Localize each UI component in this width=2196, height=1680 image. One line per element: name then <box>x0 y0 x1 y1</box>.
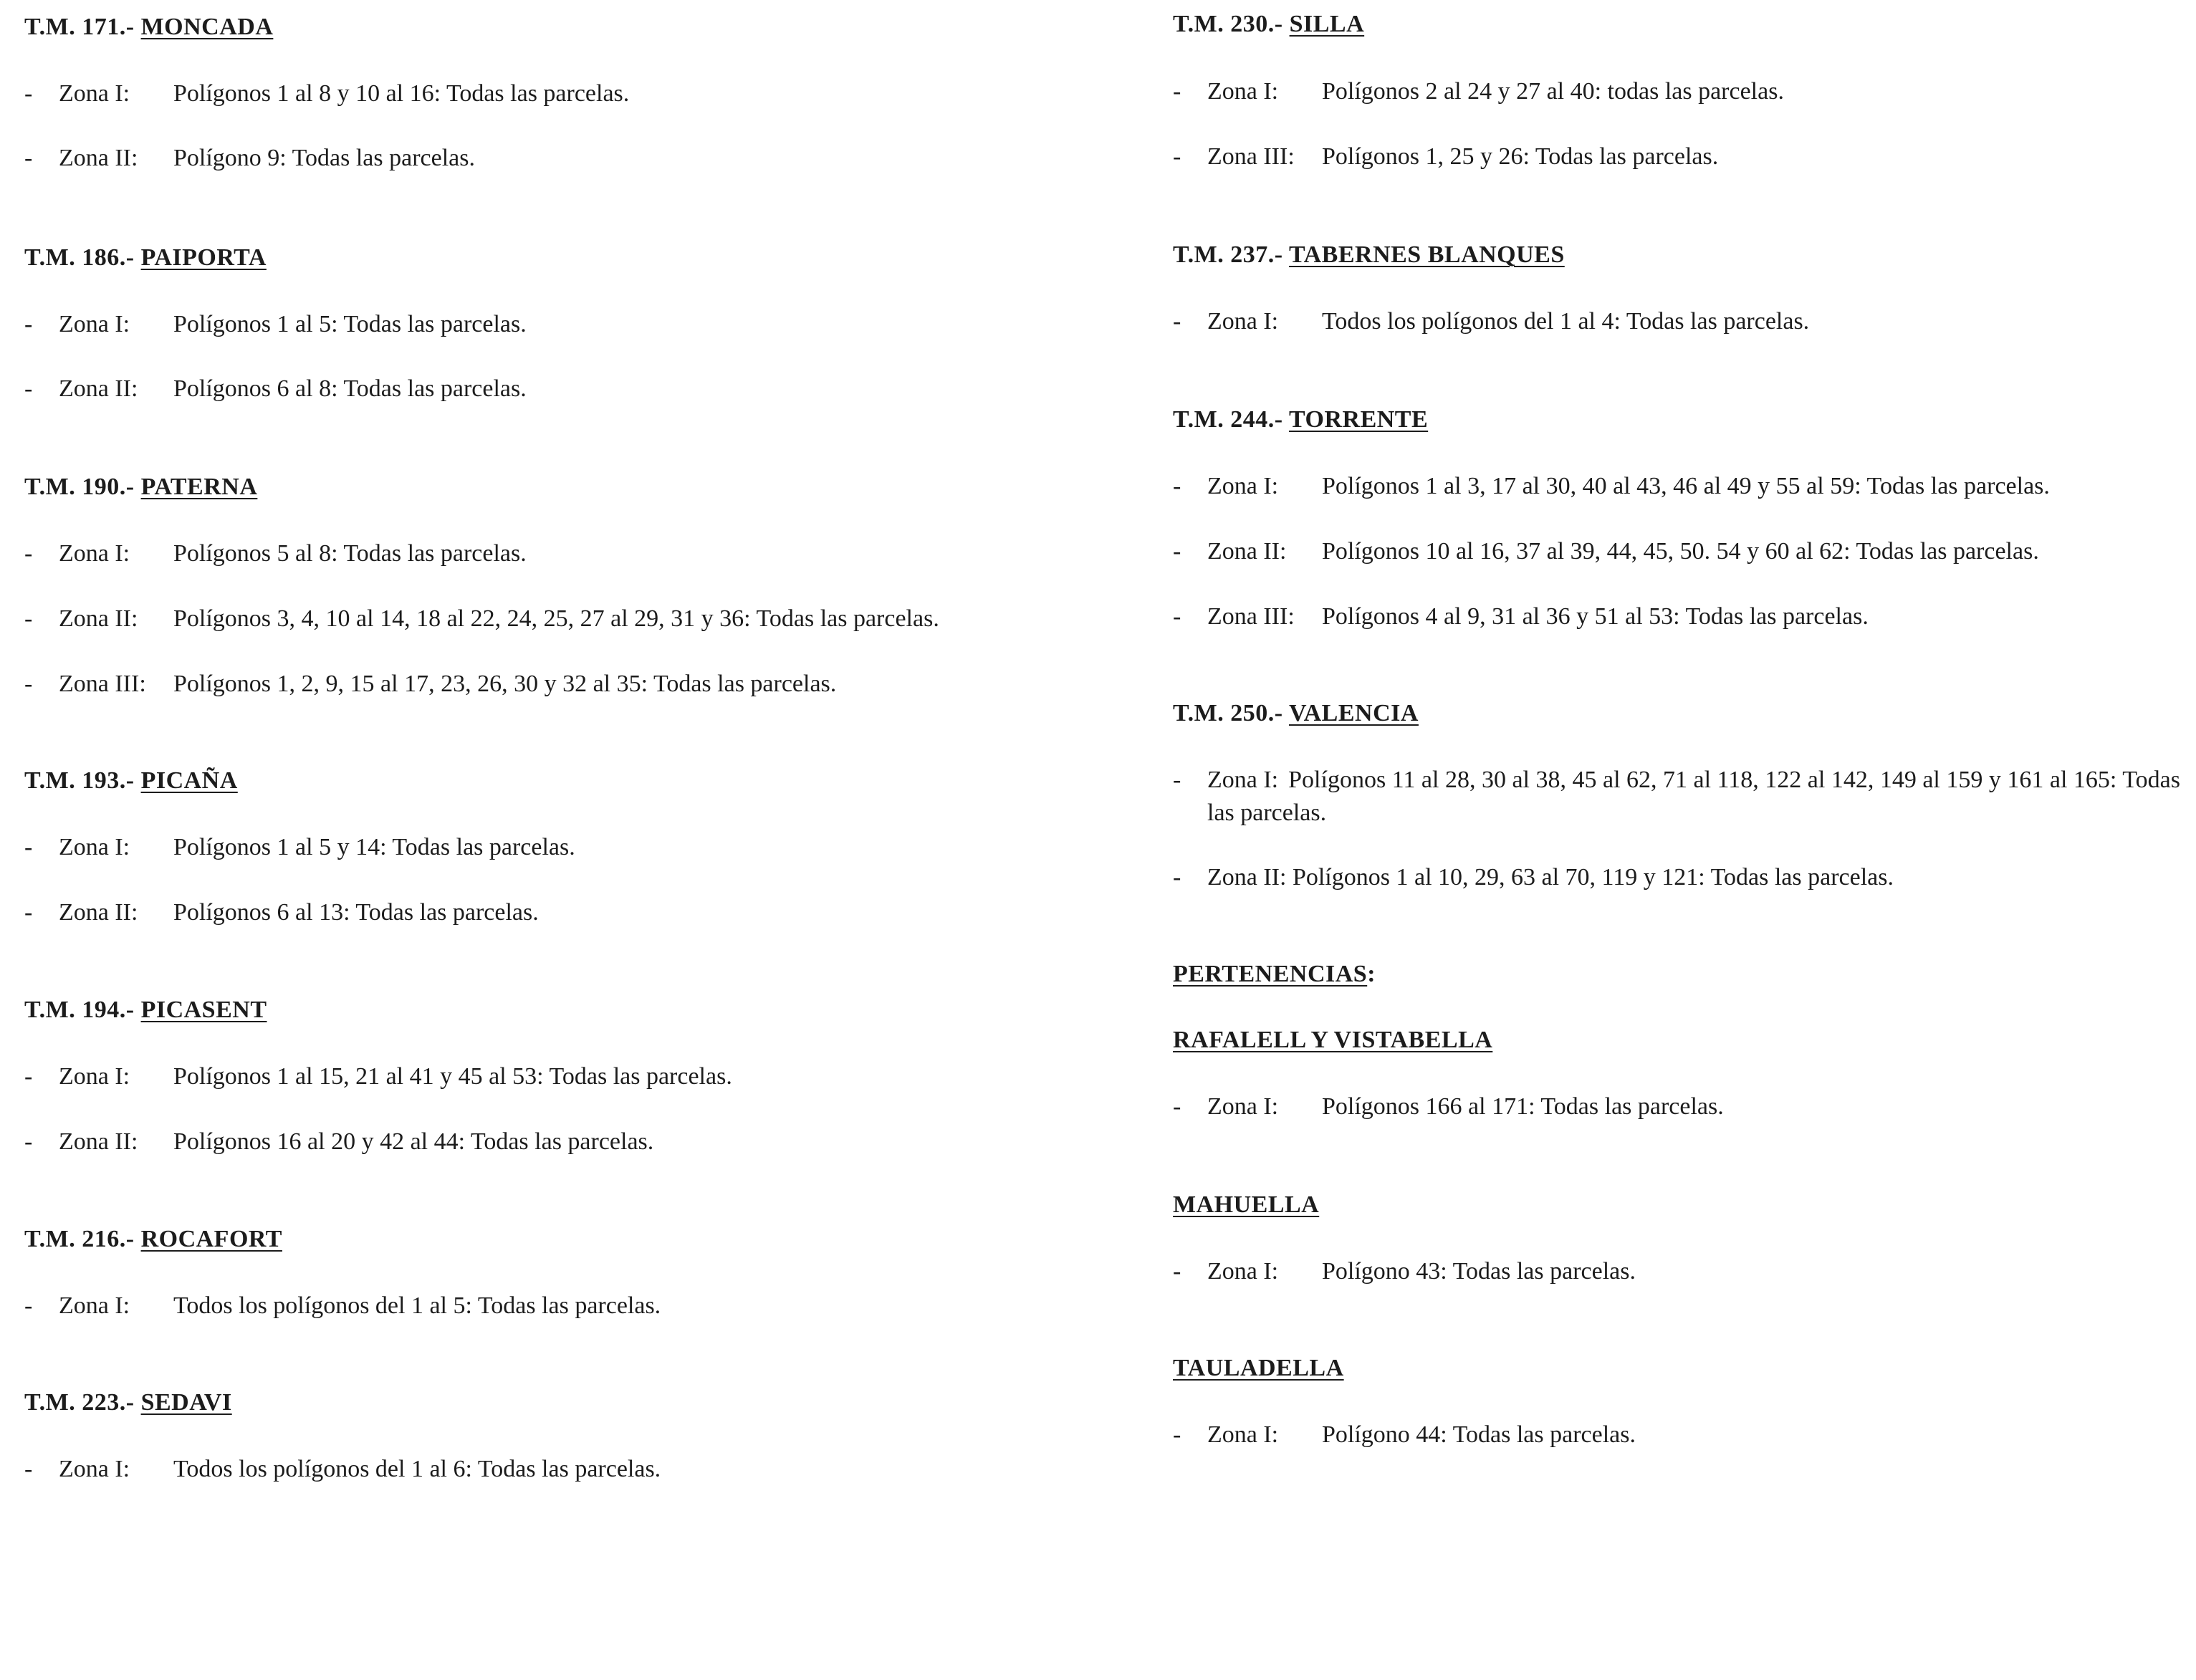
pertenencia-name: MAHUELLA <box>1173 1191 1320 1218</box>
zone-description: Polígonos 1 al 3, 17 al 30, 40 al 43, 46 al 49 y 55 al 59: Todas las parcelas. <box>1322 473 2050 499</box>
tm-name: MONCADA <box>140 14 274 40</box>
zone-label: Zona III: <box>1207 143 1295 170</box>
tm-prefix: T.M. 223.- <box>24 1389 141 1416</box>
tm-heading-moncada <box>24 13 273 42</box>
zone-entry: - Zona I: Polígonos 11 al 28, 30 al 38, 45 al 62, 71 al 118, 122 al 142, 149 al 159 y 161 al 165: Todas las parcelas. <box>1173 764 2190 832</box>
zone-description: Polígonos 10 al 16, 37 al 39, 44, 45, 50. 54 y 60 al 62: Todas las parcelas. <box>1322 538 2039 565</box>
pertenencia-name: TAULADELLA <box>1173 1355 1344 1381</box>
zone-label: Zona II: <box>59 605 138 632</box>
zone-label: Zona I: <box>1207 1258 1279 1285</box>
zone-label: Zona III: <box>1207 603 1295 630</box>
tm-heading-tabernes-blanques <box>1173 241 1565 269</box>
zone-description: Todos los polígonos del 1 al 5: Todas las parcelas. <box>173 1292 661 1319</box>
zone-description: Polígonos 1 al 5 y 14: Todas las parcelas. <box>173 834 575 860</box>
zone-description: Polígonos 1 al 15, 21 al 41 y 45 al 53: Todas las parcelas. <box>173 1063 732 1090</box>
zone-description: Polígonos 11 al 28, 30 al 38, 45 al 62, 71 al 118, 122 al 142, 149 al 159 y 161 al 165: Todas las parcelas. <box>1207 767 2180 826</box>
zone-description: Polígono 9: Todas las parcelas. <box>173 145 475 171</box>
zone-description: Polígono 43: Todas las parcelas. <box>1322 1258 1636 1285</box>
zone-description: Polígonos 1 al 8 y 10 al 16: Todas las parcelas. <box>173 80 630 107</box>
zone-description: Polígono 44: Todas las parcelas. <box>1322 1421 1636 1448</box>
zone-label: Zona II: <box>59 145 138 171</box>
zone-description: Polígonos 1 al 10, 29, 63 al 70, 119 y 121: Todas las parcelas. <box>1292 864 1894 891</box>
zone-label: Zona II: <box>59 375 138 402</box>
pertenencias-colon: : <box>1367 961 1376 987</box>
tm-name: PAIPORTA <box>140 244 267 271</box>
tm-heading-torrente <box>1173 405 1428 434</box>
zone-label: Zona II: <box>1207 864 1287 891</box>
tm-prefix: T.M. 190.- <box>24 474 141 500</box>
zone-label: Zona I: <box>59 311 130 337</box>
tm-prefix: T.M. 171.- <box>24 14 141 40</box>
zone-label: Zona I: <box>59 1063 130 1090</box>
zone-description: Polígonos 1, 2, 9, 15 al 17, 23, 26, 30 y 32 al 35: Todas las parcelas. <box>173 671 837 697</box>
zone-label: Zona I: <box>59 1292 130 1319</box>
tm-prefix: T.M. 230.- <box>1173 11 1290 37</box>
tm-name: PICASENT <box>140 997 267 1023</box>
zone-description: Polígonos 166 al 171: Todas las parcelas. <box>1322 1093 1724 1120</box>
zone-description: Polígonos 6 al 13: Todas las parcelas. <box>173 899 539 926</box>
zone-label: Zona I: <box>59 540 130 567</box>
zone-description: Todos los polígonos del 1 al 4: Todas las parcelas. <box>1322 308 1810 335</box>
tm-heading-paterna <box>24 473 257 501</box>
zone-description: Polígonos 4 al 9, 31 al 36 y 51 al 53: Todas las parcelas. <box>1322 603 1869 630</box>
tm-name: PICAÑA <box>140 767 238 794</box>
zone-label: Zona I: <box>1207 308 1279 335</box>
zone-description: Polígonos 5 al 8: Todas las parcelas. <box>173 540 527 567</box>
tm-prefix: T.M. 244.- <box>1173 406 1289 433</box>
tm-name: VALENCIA <box>1288 700 1419 726</box>
zone-description: Polígonos 2 al 24 y 27 al 40: todas las parcelas. <box>1322 78 1784 105</box>
tm-name: PATERNA <box>140 474 258 500</box>
zone-description-wrapped <box>1207 764 2190 830</box>
zone-label: Zona I: <box>1207 1421 1279 1448</box>
zone-description: Todos los polígonos del 1 al 6: Todas las parcelas. <box>173 1456 661 1482</box>
tm-name: TABERNES BLANQUES <box>1288 241 1565 268</box>
pertenencias-heading <box>1173 960 1376 989</box>
tm-heading-paiporta <box>24 244 267 272</box>
tm-name: TORRENTE <box>1288 406 1429 433</box>
tm-heading-picana <box>24 767 238 795</box>
zone-description: Polígonos 1, 25 y 26: Todas las parcelas. <box>1322 143 1719 170</box>
zone-label: Zona II: <box>59 1128 138 1155</box>
zone-label: Zona III: <box>59 671 146 697</box>
tm-prefix: T.M. 216.- <box>24 1226 141 1252</box>
zone-label: Zona II: <box>59 899 138 926</box>
tm-heading-rocafort <box>24 1225 282 1254</box>
tm-name: SILLA <box>1289 11 1365 37</box>
zone-description: Polígonos 1 al 5: Todas las parcelas. <box>173 311 527 337</box>
zone-description: Polígonos 3, 4, 10 al 14, 18 al 22, 24, 25, 27 al 29, 31 y 36: Todas las parcelas. <box>173 605 939 632</box>
zone-description: Polígonos 6 al 8: Todas las parcelas. <box>173 375 527 402</box>
zone-label: Zona I: <box>59 1456 130 1482</box>
tm-heading-sedavi <box>24 1388 232 1417</box>
tm-heading-picasent <box>24 996 267 1024</box>
zone-label: Zona I: <box>1207 473 1279 499</box>
tm-heading-valencia <box>1173 699 1419 728</box>
tm-name: SEDAVI <box>140 1389 232 1416</box>
pertenencias-title: PERTENENCIAS <box>1173 961 1368 987</box>
zone-label: Zona II: <box>1207 538 1287 565</box>
zone-label: Zona I: <box>59 80 130 107</box>
tm-prefix: T.M. 237.- <box>1173 241 1289 268</box>
tm-heading-silla <box>1173 10 1364 39</box>
tm-name: ROCAFORT <box>140 1226 282 1252</box>
zone-description-inline <box>1207 861 1894 894</box>
zone-label: Zona I: <box>1207 767 1279 793</box>
tm-prefix: T.M. 194.- <box>24 997 141 1023</box>
zone-label: Zona I: <box>1207 78 1279 105</box>
tm-prefix: T.M. 193.- <box>24 767 141 794</box>
pertenencia-name: RAFALELL Y VISTABELLA <box>1173 1027 1493 1053</box>
tm-prefix: T.M. 186.- <box>24 244 141 271</box>
zone-label: Zona I: <box>59 834 130 860</box>
zone-description: Polígonos 16 al 20 y 42 al 44: Todas las parcelas. <box>173 1128 654 1155</box>
tm-prefix: T.M. 250.- <box>1173 700 1289 726</box>
zone-label: Zona I: <box>1207 1093 1279 1120</box>
